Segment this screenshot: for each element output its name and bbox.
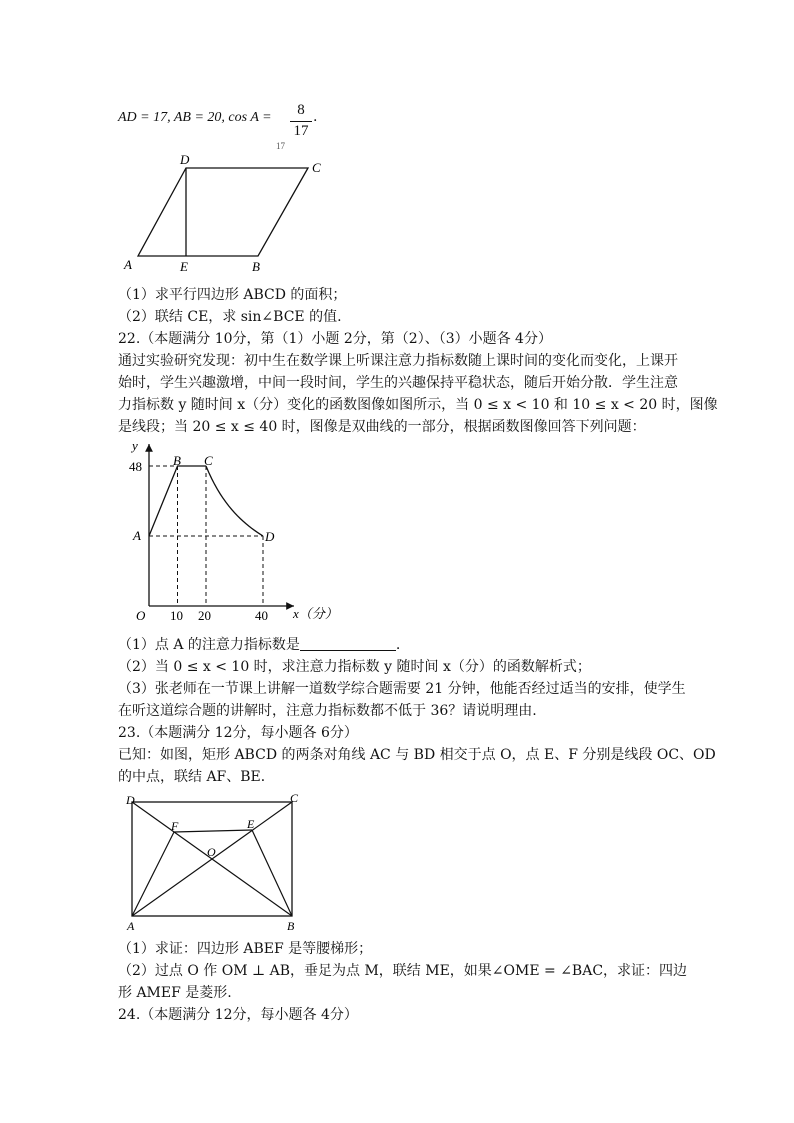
label-B: B <box>287 919 295 933</box>
point-D-label: D <box>265 529 275 544</box>
point-A-label: A <box>133 528 141 543</box>
formula-text: AD = 17, AB = 20, cos A = <box>118 110 272 125</box>
parallelogram-abcd <box>138 168 308 256</box>
q21-part1: （1）求平行四边形 ABCD 的面积； <box>118 287 347 303</box>
q22-body-line2: 始时，学生兴趣激增，中间一段时间，学生的兴趣保持平稳状态，随后开始分散．学生注意 <box>118 375 678 391</box>
x-tick-40: 40 <box>255 608 268 623</box>
fraction-bar <box>290 121 312 122</box>
label-F: F <box>171 819 179 833</box>
q24-header: 24.（本题满分 12分，每小题各 4分） <box>118 1007 358 1023</box>
parallelogram-figure <box>118 140 348 280</box>
q23-part1: （1）求证：四边形 ABEF 是等腰梯形； <box>118 941 373 957</box>
q23-body-line1: 已知：如图，矩形 ABCD 的两条对角线 AC 与 BD 相交于点 O，点 E、F 分别是线段 OC、OD <box>118 747 716 763</box>
q23-part2-line2: 形 AMEF 是菱形. <box>118 985 232 1001</box>
formula-period: . <box>313 109 318 125</box>
label-D: D <box>126 793 135 807</box>
label-A: A <box>124 257 132 272</box>
intro-formula <box>118 108 272 127</box>
label-B: B <box>252 259 260 274</box>
q22-header: 22.（本题满分 10分，第（1）小题 2分，第（2）、（3）小题各 4分） <box>118 331 552 347</box>
x-tick-10: 10 <box>170 608 183 623</box>
segment-be <box>252 830 292 916</box>
x-tick-20: 20 <box>198 608 211 623</box>
guide-lines <box>149 466 263 606</box>
label-A: A <box>127 919 135 933</box>
y-tick-48: 48 <box>129 459 142 474</box>
segment-af <box>132 832 174 916</box>
q22-part3-line1: （3）张老师在一节课上讲解一道数学综合题需要 21 分钟，他能否经过适当的安排，使学生 <box>118 681 686 697</box>
label-C: C <box>312 160 321 175</box>
rectangle-figure <box>118 790 318 940</box>
q22-part1 <box>118 636 400 654</box>
stray-mark: 17 <box>276 141 285 151</box>
q22-part2: （2）当 0 ≤ x < 10 时，求注意力指标数 y 随时间 x（分）的函数解析式； <box>118 659 591 675</box>
point-B-label: B <box>173 453 181 468</box>
q22-body-line1: 通过实验研究发现：初中生在数学课上听课注意力指标数随上课时间的变化而变化，上课开 <box>118 353 678 369</box>
x-axis-label: x（分） <box>293 606 338 621</box>
attention-function-graph <box>118 438 358 628</box>
q21-part2: （2）联结 CE，求 sin∠BCE 的值. <box>118 309 342 325</box>
label-E: E <box>180 259 188 274</box>
q22-body-line4: 是线段；当 20 ≤ x ≤ 40 时，图像是双曲线的一部分，根据函数图像回答下列问题： <box>118 419 646 435</box>
cosA-fraction <box>290 102 312 141</box>
q22-body-line3: 力指标数 y 随时间 x（分）变化的函数图像如图所示，当 0 ≤ x < 10 和 10 ≤ x < 20 时，图像 <box>118 397 718 413</box>
q22-part3-line2: 在听这道综合题的讲解时，注意力指标数都不低于 36？请说明理由. <box>118 703 537 719</box>
q23-body-line2: 的中点，联结 AF、BE． <box>118 769 275 785</box>
answer-blank[interactable] <box>300 636 396 651</box>
label-O: O <box>207 845 216 859</box>
label-E: E <box>247 817 255 831</box>
q22-part1-text: （1）点 A 的注意力指标数是 <box>118 637 300 653</box>
point-C-label: C <box>204 453 213 468</box>
q23-header: 23.（本题满分 12分，每小题各 6分） <box>118 725 358 741</box>
q23-part2-line1: （2）过点 O 作 OM ⊥ AB，垂足为点 M，联结 ME，如果∠OME = ∠BAC，求证：四边 <box>118 963 688 979</box>
segment-fe <box>174 830 252 832</box>
fraction-numerator: 8 <box>297 102 305 118</box>
q22-part1-period: . <box>395 637 401 653</box>
label-C: C <box>290 791 299 805</box>
y-axis-label: y <box>132 438 138 453</box>
label-D: D <box>180 152 190 167</box>
origin-label: O <box>136 608 146 623</box>
fraction-denominator: 17 <box>293 123 309 139</box>
